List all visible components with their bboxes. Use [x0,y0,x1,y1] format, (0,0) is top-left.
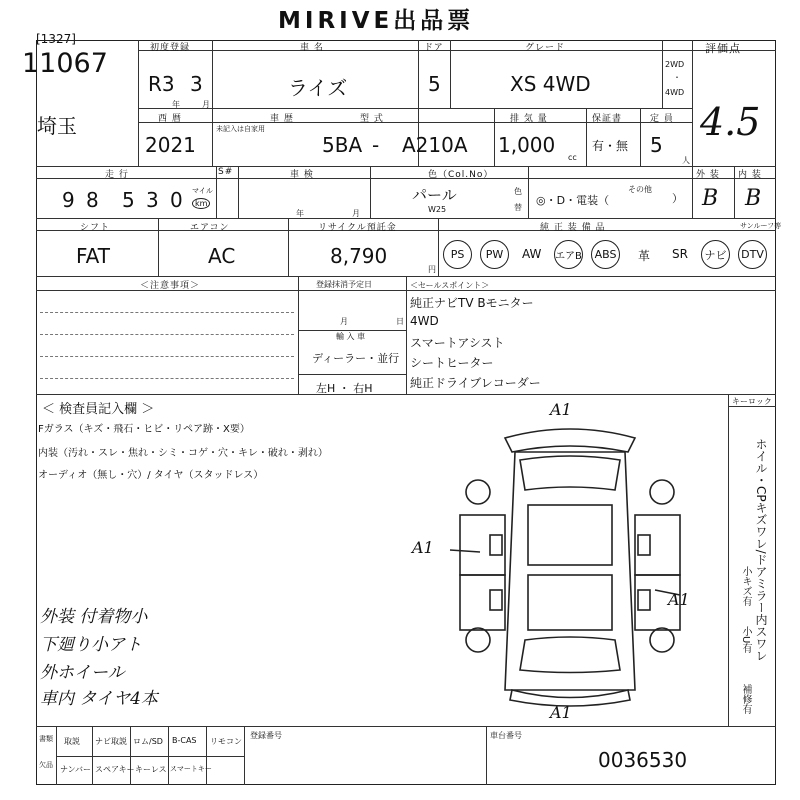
capacity-label: 定 員 [650,114,674,124]
inspector-line: 内装（汚れ・スレ・焦れ・シミ・コゲ・穴・キレ・破れ・剥れ） [38,448,328,459]
doc-item: リモコン [210,737,242,746]
aircon-label: エアコン [190,223,230,233]
year-value: 2021 [145,133,196,157]
recycle-label: リサイクル預託金 [318,223,397,233]
displacement-label: 排 気 量 [510,114,548,124]
color-marker: 替 [514,203,522,212]
warranty-label: 保証書 [592,114,623,124]
shift-label: シフト [80,223,111,233]
equip-airbag: エアB [554,240,583,269]
color-label: 色（Col.No） [428,170,494,180]
doc-item: ロム/SD [133,737,163,746]
ext-label: 外 装 [696,170,720,180]
side-small-note: 補修有 [740,684,751,714]
body-note: 未記入は自家用 [216,125,265,133]
drive-4wd: 4WD [665,88,685,97]
doc-item: スペアキー [95,765,135,774]
docs-label: 書類 [39,735,53,743]
handwritten-note: 車内 タイヤ4本 [40,689,158,709]
color-code: W25 [428,205,447,214]
mile-unit: マイル [192,187,213,195]
drive-dot: ・ [673,73,681,82]
ref-code: [1327] [36,32,76,46]
year-label: 西 暦 [158,114,182,124]
km-unit: km [192,198,210,209]
sunroof-note: サンルーフ等 [740,222,782,230]
side-small-note: 小キズ有 [740,566,751,606]
mileage-digit: 0 [170,188,183,212]
inspector-line: Fガラス（キズ・飛石・ヒビ・リペア跡・X要） [38,424,250,435]
model-prefix: 5BA [322,133,363,157]
car-name-label: 車 名 [300,43,324,53]
chassis-label: 車台番号 [490,731,522,740]
damage-mark: A1 [412,538,434,557]
equip-abs: ABS [591,240,620,269]
reg-month: 3 [190,72,203,96]
equip-navi: ナビ [701,240,730,269]
inspection-month: 月 [352,209,360,218]
capacity: 5 [650,133,663,157]
reg-day: 日 [396,317,404,326]
mileage-digit: 8 [86,188,99,212]
import-dealer: ディーラー・並行 [312,352,400,365]
doors-label: ドア [424,43,444,53]
auction-title: MIRIVE出品票 [278,8,475,34]
shift-value: FAT [76,244,111,268]
equip-aw: AW [522,247,542,261]
mileage-digit: 9 [62,188,75,212]
car-damage-diagram [420,400,720,720]
doc-item: B-CAS [172,736,197,745]
key-lock-label: キーロック [732,397,772,406]
grade-label: グレード [525,43,566,53]
equipment-label: 純 正 装 備 品 [540,223,606,233]
paint-options: ◎・D・電装（ [536,194,610,207]
sales-point: 純正ドライブレコーダー [410,376,541,390]
reg-month: 月 [340,317,348,326]
equip-dtv: DTV [738,240,767,269]
doc-item: ナンバー [60,765,92,774]
rating-label: 評価点 [705,42,741,55]
aircon-value: AC [208,244,236,268]
model-dash: - [372,133,380,157]
equip-leather: 革 [638,249,651,263]
car-name: ライズ [288,76,348,100]
chassis-number: 0036530 [598,748,688,772]
region: 埼玉 [37,114,77,138]
paint-other: その他 [628,185,652,194]
doc-item: スマートキー [170,765,212,773]
doc-item: ナビ取説 [95,737,127,746]
inspection-label: 車 検 [290,170,314,180]
door-count: 5 [428,72,441,96]
handwritten-note: 外ホイール [40,663,125,683]
side-small-note: 小U有 [740,626,751,654]
equip-sr: SR [672,247,688,261]
sales-point: スマートアシスト [410,336,505,350]
month-mark: 月 [202,100,210,109]
side-note: ホイル・CPキズワレ/ドアミラー内スワレ [754,438,768,662]
sales-point: シートヒーター [410,356,494,370]
sales-point: 純正ナビTV Bモニター [410,296,534,310]
equip-pw: PW [480,240,509,269]
color-name: パール [412,186,457,204]
year-mark: 年 [172,100,180,109]
handwritten-note: 外装 付着物小 [40,607,148,627]
reg-era: R3 [148,72,175,96]
mileage-digit: 3 [146,188,159,212]
sales-point: 4WD [410,314,439,328]
missing-label: 欠品 [39,761,53,769]
mileage-label: 走 行 [105,170,129,180]
grade: XS 4WD [510,72,591,96]
equip-ps: PS [443,240,472,269]
recycle-value: 8,790 [330,244,388,268]
s-no-label: S# [218,167,234,177]
damage-mark: A1 [550,400,572,419]
model-label: 型 式 [360,114,384,124]
notes-label: ＜注意事項＞ [140,281,201,291]
first-reg-label: 初度登録 [150,43,191,53]
int-grade: B [745,186,762,211]
body-label: 車 歴 [270,114,294,124]
int-label: 内 装 [738,170,762,180]
yen-unit: 円 [428,265,436,274]
drive-2wd: 2WD [665,60,685,69]
damage-mark: A1 [550,703,572,722]
model-code: A210A [402,133,468,157]
ext-grade: B [702,186,719,211]
paint-close: ） [672,192,683,205]
color-marker: 色 [514,187,522,196]
sales-label: ＜セールスポイント＞ [410,281,490,290]
inspector-label: ＜ 検査員記入欄 ＞ [42,402,155,417]
damage-mark: A1 [668,590,690,609]
capacity-unit: 人 [682,156,690,165]
rating-score: 4.5 [700,100,761,144]
import-hand: 左H ・ 右H [316,382,373,395]
reg-no-label: 登録番号 [250,731,282,740]
doc-item: キーレス [135,765,167,774]
reg-label: 登録抹消予定日 [316,280,372,289]
lot-number: 11067 [22,48,108,79]
inspector-line: オーディオ（無し・穴）/ タイヤ（スタッドレス） [38,470,264,481]
displacement: 1,000 [498,133,556,157]
cc-unit: cc [568,153,577,162]
mileage-digit: 5 [122,188,135,212]
doc-item: 取説 [64,737,80,746]
warranty-options: 有・無 [592,139,629,153]
inspection-year: 年 [296,209,304,218]
handwritten-note: 下廻り小アト [40,635,142,655]
import-label: 輸 入 車 [336,332,366,341]
